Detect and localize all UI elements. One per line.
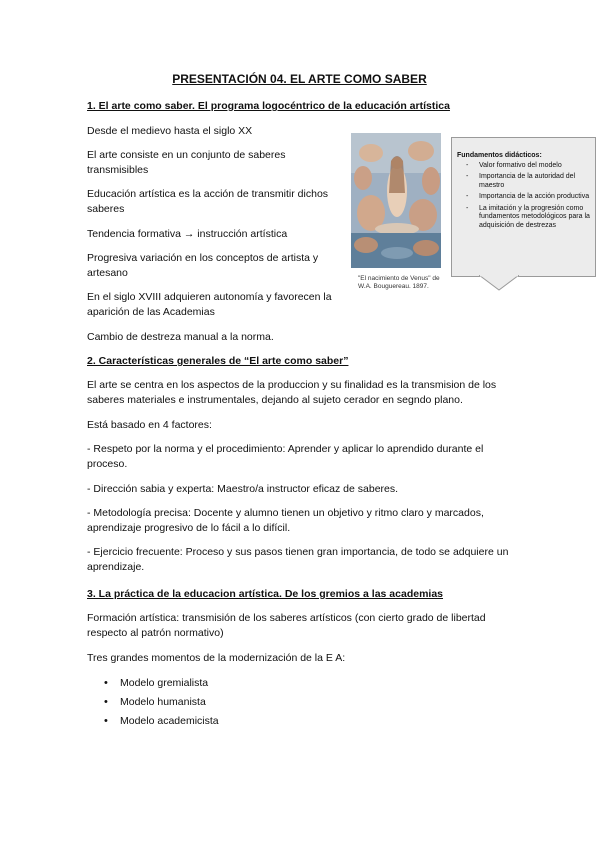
s3-paragraph: Tres grandes momentos de la modernización de la E A: bbox=[87, 652, 346, 664]
callout-item: - Importancia de la acción productiva bbox=[457, 193, 591, 202]
s1-item: Desde el medievo hasta el siglo XX bbox=[87, 125, 253, 137]
callout-text bbox=[457, 152, 591, 233]
s1-item: Progresiva variación en los conceptos de artista y artesano bbox=[87, 252, 319, 279]
s1-item: Educación artística es la acción de transmitir dichos saberes bbox=[87, 188, 329, 215]
list-item: • Modelo gremialista bbox=[104, 676, 219, 695]
callout-item: - Valor formativo del modelo bbox=[457, 162, 591, 171]
list-item: • Modelo academicista bbox=[104, 714, 219, 733]
s2-paragraph: - Ejercicio frecuente: Proceso y sus pasos tienen gran importancia, de todo se adquiere un aprendizaje. bbox=[87, 546, 509, 573]
section1-heading: 1. El arte como saber. El programa logocéntrico de la educación artística bbox=[87, 100, 450, 112]
s2-paragraph: El arte se centra en los aspectos de la produccion y su finalidad es la transmision de los saberes materiales e instrumentales, dejando al sujeto cerador en segndo plano. bbox=[87, 379, 497, 406]
page-title: PRESENTACIÓN 04. EL ARTE COMO SABER bbox=[172, 72, 427, 86]
s2-paragraph: - Metodología precisa: Docente y alumno tienen un objetivo y ritmo claro y marcados, aprendizaje progresivo de lo fácil a lo difícil. bbox=[87, 507, 484, 534]
birth-of-venus-painting bbox=[351, 133, 441, 268]
callout-item: - La imitación y la progresión como fundamentos metodológicos para la adquisición de destrezas bbox=[457, 205, 591, 231]
models-list bbox=[104, 676, 219, 733]
s2-paragraph: - Dirección sabia y experta: Maestro/a instructor eficaz de saberes. bbox=[87, 483, 399, 495]
s1-item: En el siglo XVIII adquieren autonomía y favorecen la aparición de las Academias bbox=[87, 291, 332, 318]
callout-pointer bbox=[479, 275, 519, 291]
callout-list bbox=[457, 162, 591, 231]
didactic-fundamentals-callout bbox=[451, 137, 596, 289]
s1-item: Tendencia formativa → instrucción artística bbox=[87, 228, 288, 240]
s2-paragraph: - Respeto por la norma y el procedimiento: Aprender y aplicar lo aprendido durante el proceso. bbox=[87, 443, 484, 470]
painting-caption: "El nacimiento de Venus" de W.A. Bouguereau. 1897. bbox=[358, 275, 440, 290]
section3-heading: 3. La práctica de la educacion artística. De los gremios a las academias bbox=[87, 588, 444, 600]
s3-paragraph: Formación artística: transmisión de los saberes artísticos (con cierto grado de libertad respecto al patrón normativo) bbox=[87, 612, 486, 639]
section2-heading: 2. Características generales de “El arte como saber” bbox=[87, 355, 349, 367]
callout-title: Fundamentos didácticos: bbox=[457, 152, 542, 159]
callout-item: - Importancia de la autoridad del maestro bbox=[457, 173, 591, 190]
list-item: • Modelo humanista bbox=[104, 695, 219, 714]
s1-item: El arte consiste en un conjunto de saberes transmisibles bbox=[87, 149, 286, 176]
painting-illustration bbox=[351, 133, 441, 268]
s2-paragraph: Está basado en 4 factores: bbox=[87, 419, 212, 431]
s1-item: Cambio de destreza manual a la norma. bbox=[87, 331, 274, 343]
